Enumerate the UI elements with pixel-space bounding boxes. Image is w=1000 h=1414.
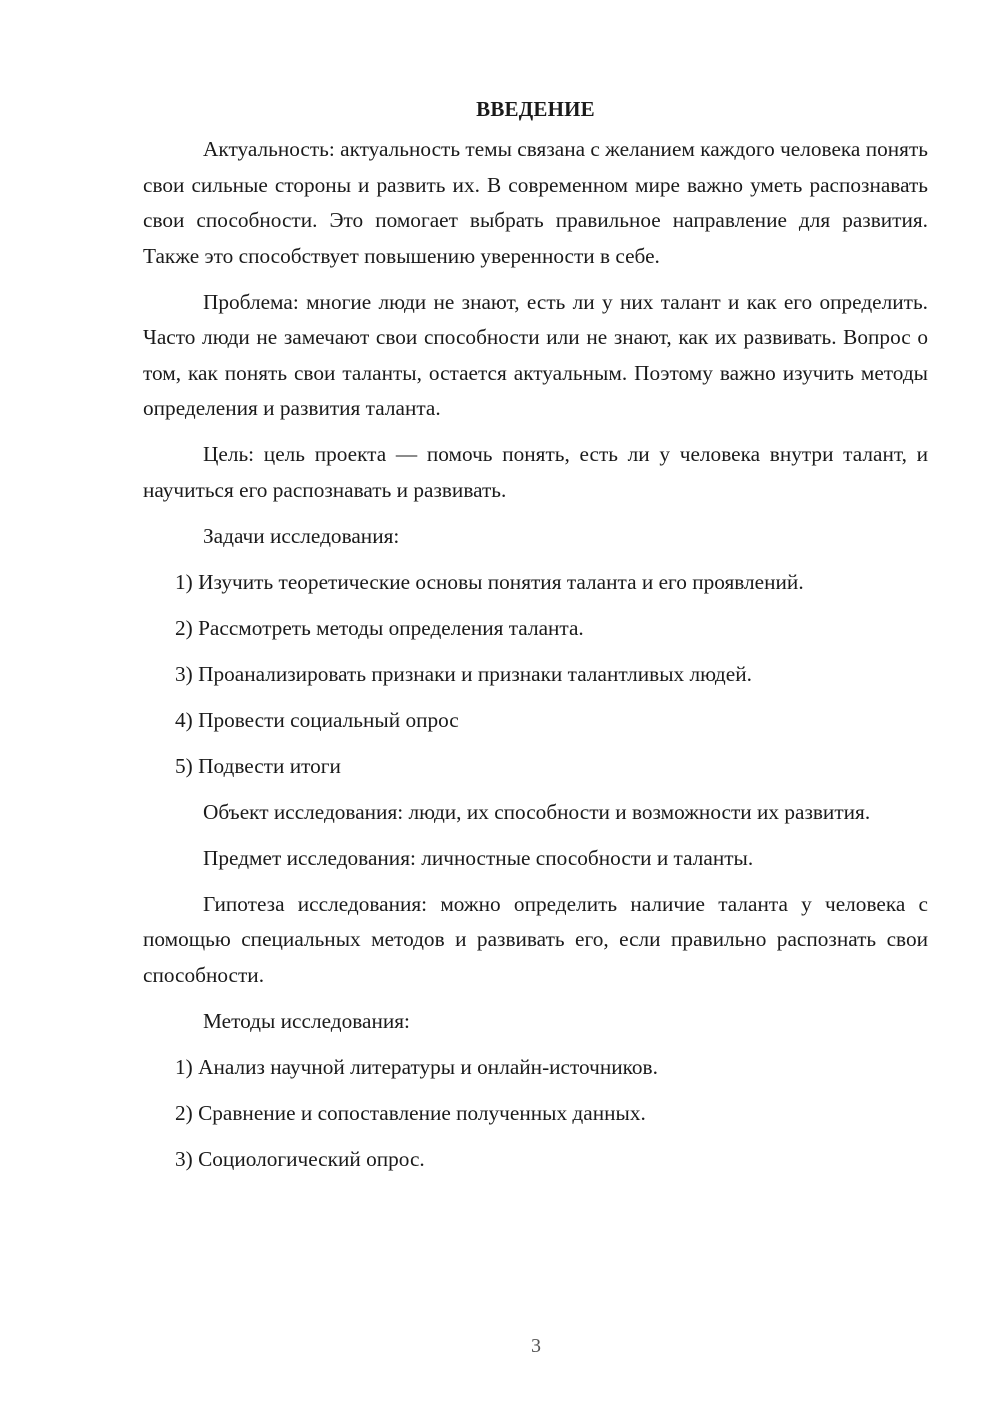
relevance-paragraph: Актуальность: актуальность темы связана с желанием каждого человека понять свои сильные стороны и развить их. В современном мире важно уметь распознавать свои способности. Это помогает выбрать правильное направление для развития. Также это способствует повышению уверенности в себе. [143,137,928,268]
task-item: 4) Провести социальный опрос [175,707,459,732]
method-item: 3) Социологический опрос. [175,1146,425,1171]
method-item: 1) Анализ научной литературы и онлайн-источников. [175,1054,658,1079]
tasks-label: Задачи исследования: [203,523,400,548]
problem-paragraph: Проблема: многие люди не знают, есть ли у них талант и как его определить. Часто люди не замечают свои способности или не знают, как их развивать. Вопрос о том, как понять свои таланты, остается актуальным. Поэтому важно изучить методы определения и развития таланта. [143,289,928,420]
task-item: 5) Подвести итоги [175,753,341,778]
task-item: 2) Рассмотреть методы определения таланта. [175,615,584,640]
tasks-list [143,565,928,785]
document-page [143,92,928,1188]
methods-list [143,1050,928,1178]
goal-paragraph: Цель: цель проекта — помочь понять, есть ли у человека внутри талант, и научиться его распознавать и развивать. [143,442,928,502]
object-paragraph: Объект исследования: люди, их способности и возможности их развития. [203,799,871,824]
hypothesis-paragraph: Гипотеза исследования: можно определить наличие таланта у человека с помощью специальных методов и развивать его, если правильно распознать свои способности. [143,891,928,987]
subject-paragraph: Предмет исследования: личностные способности и таланты. [203,845,754,870]
page-title: ВВЕДЕНИЕ [476,97,595,121]
task-item: 1) Изучить теоретические основы понятия таланта и его проявлений. [175,569,804,594]
methods-label: Методы исследования: [203,1008,410,1033]
task-item: 3) Проанализировать признаки и признаки талантливых людей. [175,661,752,686]
page-number: 3 [531,1335,541,1357]
method-item: 2) Сравнение и сопоставление полученных данных. [175,1100,646,1125]
